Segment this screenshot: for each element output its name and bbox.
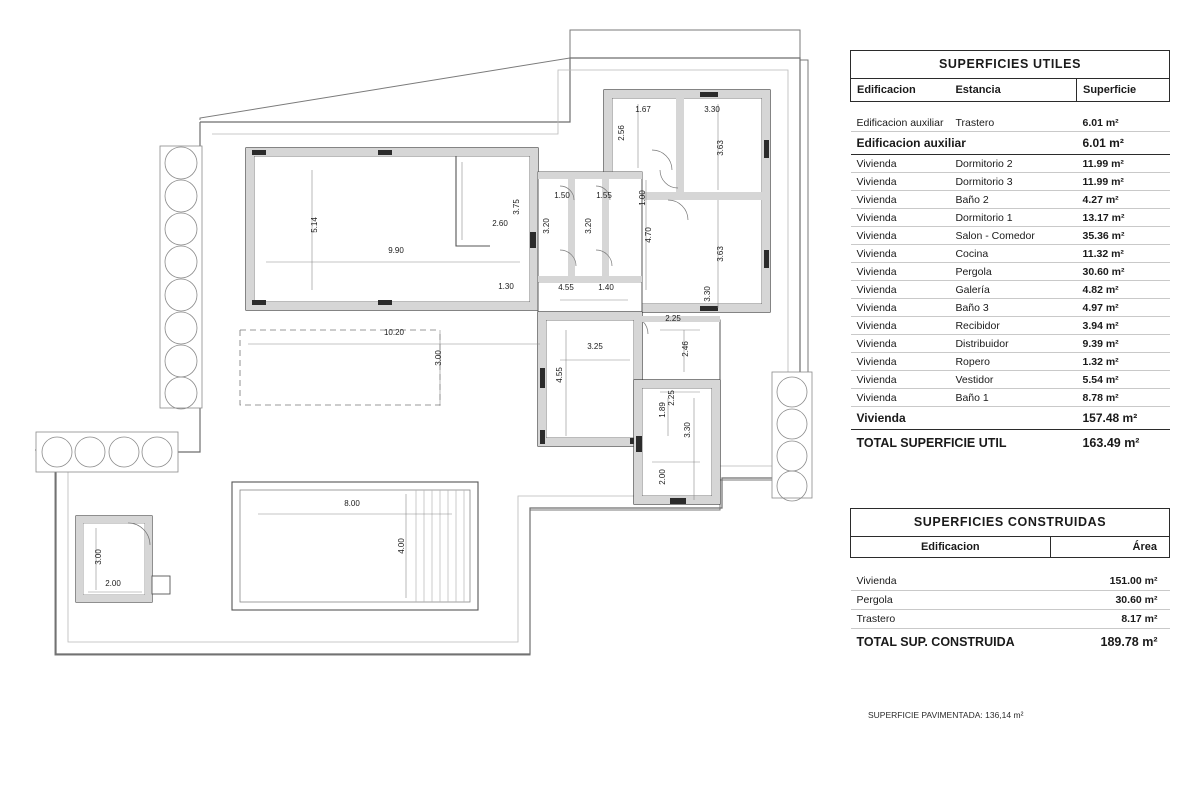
table-row <box>851 353 1170 371</box>
salon-inner-wall <box>254 156 530 302</box>
table-row <box>851 191 1170 209</box>
utiles-header-superficie: Superficie <box>1076 79 1169 102</box>
dimension-label: 2.56 <box>617 125 626 141</box>
southeast-block-inner <box>642 388 712 496</box>
cell-estancia: Cocina <box>949 245 1076 263</box>
dimension-label: 3.00 <box>94 549 103 565</box>
dimension-label: 3.30 <box>683 422 692 438</box>
cell-estancia: Vestidor <box>949 371 1076 389</box>
cell-superficie: 11.99 m² <box>1076 155 1169 173</box>
utiles-title: SUPERFICIES UTILES <box>851 51 1170 79</box>
table-row <box>851 610 1170 629</box>
subtotal-label: Vivienda <box>851 407 1077 430</box>
subtotal-value: 6.01 m² <box>1076 132 1169 155</box>
cell-area: 8.17 m² <box>1050 610 1169 629</box>
cell-edificacion: Pergola <box>851 591 1051 610</box>
cell-estancia: Dormitorio 3 <box>949 173 1076 191</box>
cell-edificacion: Vivienda <box>851 263 950 281</box>
dimension-label: 3.20 <box>542 218 551 234</box>
spacer <box>851 558 1170 573</box>
dimension-label: 9.90 <box>388 246 404 255</box>
table-row <box>851 245 1170 263</box>
cell-edificacion: Vivienda <box>851 353 950 371</box>
cell-edificacion: Vivienda <box>851 572 1051 591</box>
cell-estancia: Baño 2 <box>949 191 1076 209</box>
table-row <box>851 591 1170 610</box>
cell-estancia: Distribuidor <box>949 335 1076 353</box>
cell-area: 151.00 m² <box>1050 572 1169 591</box>
subtotal-value: 157.48 m² <box>1076 407 1169 430</box>
dimension-label: 8.00 <box>344 499 360 508</box>
cell-edificacion: Vivienda <box>851 227 950 245</box>
window-mark <box>378 300 392 305</box>
total-value: 163.49 m² <box>1082 436 1140 451</box>
dimension-label: 3.30 <box>703 286 712 302</box>
cell-superficie: 4.82 m² <box>1076 281 1169 299</box>
cell-edificacion: Vivienda <box>851 335 950 353</box>
tree-row-west <box>160 146 202 409</box>
window-mark <box>530 232 536 248</box>
dimension-label: 3.63 <box>716 246 725 262</box>
table-row <box>851 389 1170 407</box>
cell-edificacion: Vivienda <box>851 389 950 407</box>
dimension-label: 10.20 <box>383 328 405 337</box>
cell-estancia: Baño 1 <box>949 389 1076 407</box>
cell-area: 30.60 m² <box>1050 591 1169 610</box>
dimension-label: 3.63 <box>716 140 725 156</box>
table-row <box>851 263 1170 281</box>
table-total-row <box>851 629 1170 653</box>
table-subtotal-row <box>851 132 1170 155</box>
cell-superficie: 9.39 m² <box>1076 335 1169 353</box>
window-mark <box>540 430 545 444</box>
dimension-label: 3.25 <box>587 342 603 351</box>
cell-superficie: 4.27 m² <box>1076 191 1169 209</box>
cell-estancia: Salon - Comedor <box>949 227 1076 245</box>
window-mark <box>700 92 718 97</box>
construidas-header-area: Área <box>1050 537 1169 558</box>
table-row <box>851 572 1170 591</box>
cell-superficie: 11.32 m² <box>1076 245 1169 263</box>
cell-estancia: Ropero <box>949 353 1076 371</box>
window-mark <box>252 300 266 305</box>
dimension-label: 3.30 <box>704 105 720 114</box>
table-row <box>851 335 1170 353</box>
cell-edificacion: Vivienda <box>851 209 950 227</box>
window-mark <box>700 306 718 311</box>
dimension-label: 4.55 <box>555 367 564 383</box>
cell-edificacion: Edificacion auxiliar <box>851 114 950 132</box>
cell-superficie: 5.54 m² <box>1076 371 1169 389</box>
dimension-label: 4.55 <box>558 283 574 292</box>
window-mark <box>378 150 392 155</box>
cell-edificacion: Trastero <box>851 610 1051 629</box>
shed-annex <box>152 576 170 594</box>
dimension-label: 4.70 <box>644 227 653 243</box>
dimension-label: 3.75 <box>512 199 521 215</box>
cell-edificacion: Vivienda <box>851 245 950 263</box>
cell-edificacion: Vivienda <box>851 155 950 173</box>
utiles-header-row <box>851 79 1170 102</box>
table-row <box>851 155 1170 173</box>
cell-edificacion: Vivienda <box>851 299 950 317</box>
superficies-utiles-table <box>850 50 1170 453</box>
window-mark <box>252 150 266 155</box>
cell-edificacion: Vivienda <box>851 173 950 191</box>
dimension-label: 1.00 <box>638 190 647 206</box>
table-total-row <box>851 430 1170 453</box>
cell-superficie: 4.97 m² <box>1076 299 1169 317</box>
cell-edificacion: Vivienda <box>851 317 950 335</box>
construidas-header-edificacion: Edificacion <box>851 537 1051 558</box>
table-row <box>851 209 1170 227</box>
dimension-label: 2.60 <box>492 219 508 228</box>
cell-edificacion: Vivienda <box>851 191 950 209</box>
table-row <box>851 371 1170 389</box>
utiles-header-edificacion: Edificacion <box>851 79 950 102</box>
dimension-label: 1.89 <box>658 402 667 418</box>
cell-estancia: Trastero <box>949 114 1076 132</box>
construidas-header-row <box>851 537 1170 558</box>
window-mark <box>636 436 642 452</box>
cell-superficie: 8.78 m² <box>1076 389 1169 407</box>
cell-superficie: 11.99 m² <box>1076 173 1169 191</box>
construidas-title-row <box>851 509 1170 537</box>
dimension-label: 2.00 <box>658 469 667 485</box>
cell-estancia: Recibidor <box>949 317 1076 335</box>
cell-superficie: 1.32 m² <box>1076 353 1169 371</box>
table-row <box>851 114 1170 132</box>
cell-estancia: Pergola <box>949 263 1076 281</box>
dimension-label: 4.00 <box>397 538 406 554</box>
cell-superficie: 3.94 m² <box>1076 317 1169 335</box>
window-mark <box>764 250 769 268</box>
dimension-label: 1.30 <box>498 282 514 291</box>
tree-row-east <box>772 372 812 501</box>
dimension-label: 1.40 <box>598 283 614 292</box>
subtotal-label: Edificacion auxiliar <box>851 132 1077 155</box>
dimension-label: 2.25 <box>667 390 676 406</box>
table-row <box>851 317 1170 335</box>
spacer <box>851 102 1170 115</box>
cell-edificacion: Vivienda <box>851 371 950 389</box>
total-value: 189.78 m² <box>1100 635 1158 649</box>
cell-superficie: 6.01 m² <box>1076 114 1169 132</box>
window-mark <box>670 498 686 504</box>
dimension-label: 2.46 <box>681 341 690 357</box>
window-mark <box>764 140 769 158</box>
dimension-label: 1.55 <box>596 191 612 200</box>
table-row <box>851 281 1170 299</box>
table-subtotal-row <box>851 407 1170 430</box>
dimension-label: 3.20 <box>584 218 593 234</box>
cell-superficie: 30.60 m² <box>1076 263 1169 281</box>
cell-edificacion: Vivienda <box>851 281 950 299</box>
dimension-label: 1.67 <box>635 105 651 114</box>
dimension-label: 5.14 <box>310 217 319 233</box>
pergola-outline <box>240 330 440 405</box>
cell-estancia: Dormitorio 1 <box>949 209 1076 227</box>
table-row <box>851 173 1170 191</box>
dimension-label: 2.25 <box>665 314 681 323</box>
dimension-label: 3.00 <box>434 350 443 366</box>
cell-superficie: 35.36 m² <box>1076 227 1169 245</box>
tree-row-southwest <box>36 432 178 472</box>
dimension-label: 1.50 <box>554 191 570 200</box>
total-label: TOTAL SUPERFICIE UTIL <box>856 436 1007 451</box>
pavimentada-note: SUPERFICIE PAVIMENTADA: 136,14 m² <box>868 710 1024 720</box>
table-row <box>851 299 1170 317</box>
dimension-label: 2.00 <box>105 579 121 588</box>
total-label: TOTAL SUP. CONSTRUIDA <box>856 635 1015 649</box>
utiles-title-row <box>851 51 1170 79</box>
cell-estancia: Baño 3 <box>949 299 1076 317</box>
cell-estancia: Galería <box>949 281 1076 299</box>
utiles-header-estancia: Estancia <box>949 79 1076 102</box>
cell-superficie: 13.17 m² <box>1076 209 1169 227</box>
construidas-title: SUPERFICIES CONSTRUIDAS <box>851 509 1170 537</box>
table-row <box>851 227 1170 245</box>
superficies-construidas-table <box>850 508 1170 652</box>
window-mark <box>540 368 545 388</box>
cell-estancia: Dormitorio 2 <box>949 155 1076 173</box>
